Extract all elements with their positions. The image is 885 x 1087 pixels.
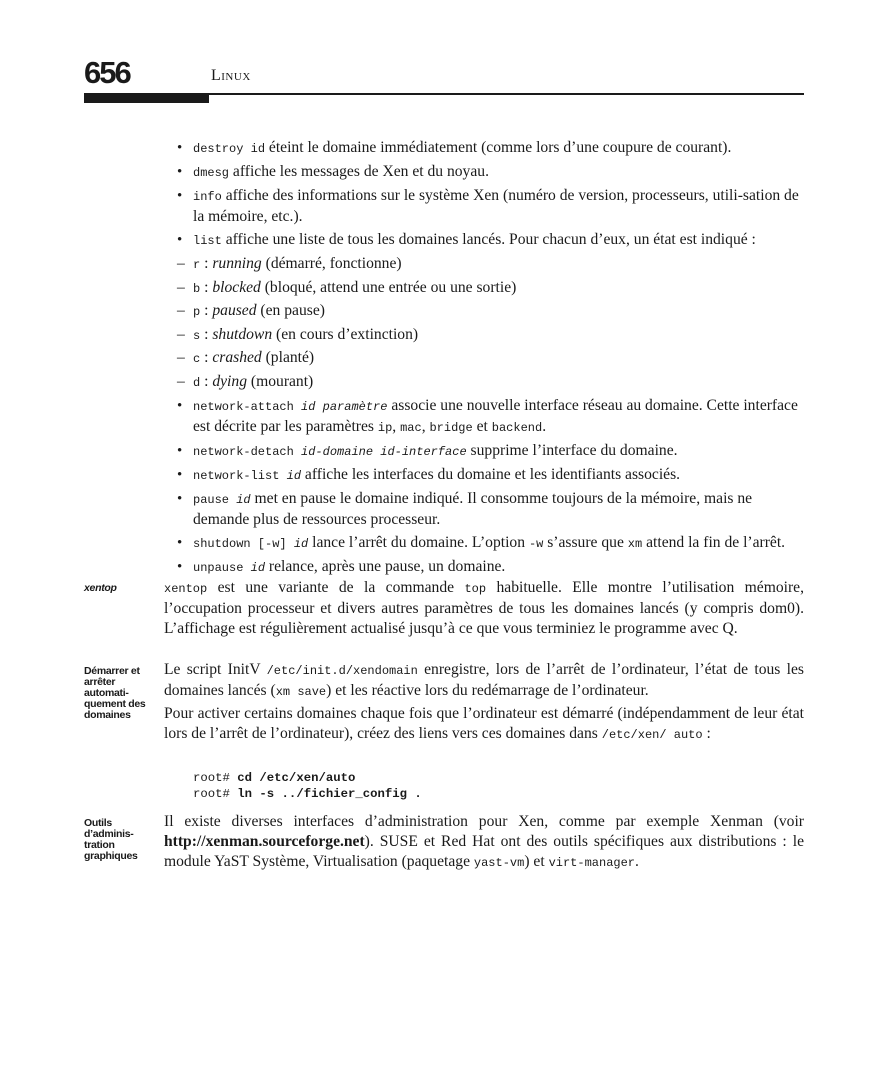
autostart-paragraph-2: Pour activer certains domaines chaque fois que l’ordinateur est démarré (indépendamment de leur état lors de l’arrêt de l’ordinateur), créez des liens vers ces domaines dans /etc/xen/ auto : <box>164 705 804 742</box>
list-item: • network-detach id-domaine id-interface supprime l’interface du domaine. <box>176 441 804 462</box>
state-list <box>176 254 804 393</box>
list-item: • pause id met en pause le domaine indiqué. Il consomme toujours de la mémoire, mais ne demande plus de ressources processeur. <box>176 489 804 530</box>
margin-note-xentop: xentop <box>84 582 117 594</box>
list-item: • info affiche des informations sur le système Xen (numéro de version, processeurs, utili-sation de la mémoire, etc.). <box>176 186 804 227</box>
state-item: – b : blocked (bloqué, attend une entrée ou une sortie) <box>176 278 804 299</box>
state-item: – r : running (démarré, fonctionne) <box>176 254 804 275</box>
list-item: • destroy id éteint le domaine immédiatement (comme lors d’une coupure de courant). <box>176 138 804 159</box>
autostart-paragraph-1: Le script InitV /etc/init.d/xendomain enregistre, lors de l’arrêt de l’ordinateur, l’état de tous les domaines lancés (xm save) et les réactive lors du redémarrage de l’ordinateur. <box>164 661 804 699</box>
code-block <box>193 770 422 802</box>
list-item: • list affiche une liste de tous les domaines lancés. Pour chacun d’eux, un état est indiqué : – r : running (démarré, fonctionne) – b : blocked (bloqué, attend une entrée ou une sortie) – p : paused (en pause) – s : shutdown (en cours d’extinction) – c : crashed (planté) – d : dying (mourant) <box>176 230 804 393</box>
list-item: • shutdown [-w] id lance l’arrêt du domaine. L’option -w s’assure que xm attend la fin de l’arrêt. <box>176 533 804 554</box>
state-item: – s : shutdown (en cours d’extinction) <box>176 325 804 346</box>
tools-paragraph: Il existe diverses interfaces d’administration pour Xen, comme par exemple Xenman (voir http://xenman.sourceforge.net). SUSE et Red Hat ont des outils spécifiques aux distributions : le module YaST Système, Virtualisation (paquetage yast-vm) et virt-manager. <box>164 813 804 870</box>
command-list <box>176 138 804 581</box>
xentop-paragraph: xentop est une variante de la commande top habituelle. Elle montre l’utilisation mémoire, l’occupation processeur et divers autres paramètres de tous les domaines lancés (y compris dom0). L’affichage est régulièrement actualisé jusqu’à ce que vous terminiez le programme avec Q. <box>164 579 804 637</box>
state-item: – d : dying (mourant) <box>176 372 804 393</box>
state-item: – c : crashed (planté) <box>176 348 804 369</box>
page-number: 656 <box>84 55 130 90</box>
running-title: Linux <box>211 67 251 84</box>
header-rule-tab <box>84 94 209 103</box>
xenman-link: http://xenman.sourceforge.net <box>164 833 365 850</box>
state-item: – p : paused (en pause) <box>176 301 804 322</box>
margin-note-tools: Outils d’adminis-tration graphiques <box>84 817 138 862</box>
list-item: • network-list id affiche les interfaces du domaine et les identifiants associés. <box>176 465 804 486</box>
list-item: • network-attach id paramètre associe une nouvelle interface réseau au domaine. Cette interface est décrite par les paramètres ip, mac, bridge et backend. <box>176 396 804 438</box>
list-item: • unpause id relance, après une pause, un domaine. <box>176 557 804 578</box>
code-line: root# cd /etc/xen/auto <box>193 771 356 785</box>
code-line: root# ln -s ../fichier_config . <box>193 787 422 801</box>
margin-note-autostart: Démarrer et arrêter automati-quement des domaines <box>84 665 146 721</box>
list-item: • dmesg affiche les messages de Xen et du noyau. <box>176 162 804 183</box>
page-header <box>84 55 804 105</box>
